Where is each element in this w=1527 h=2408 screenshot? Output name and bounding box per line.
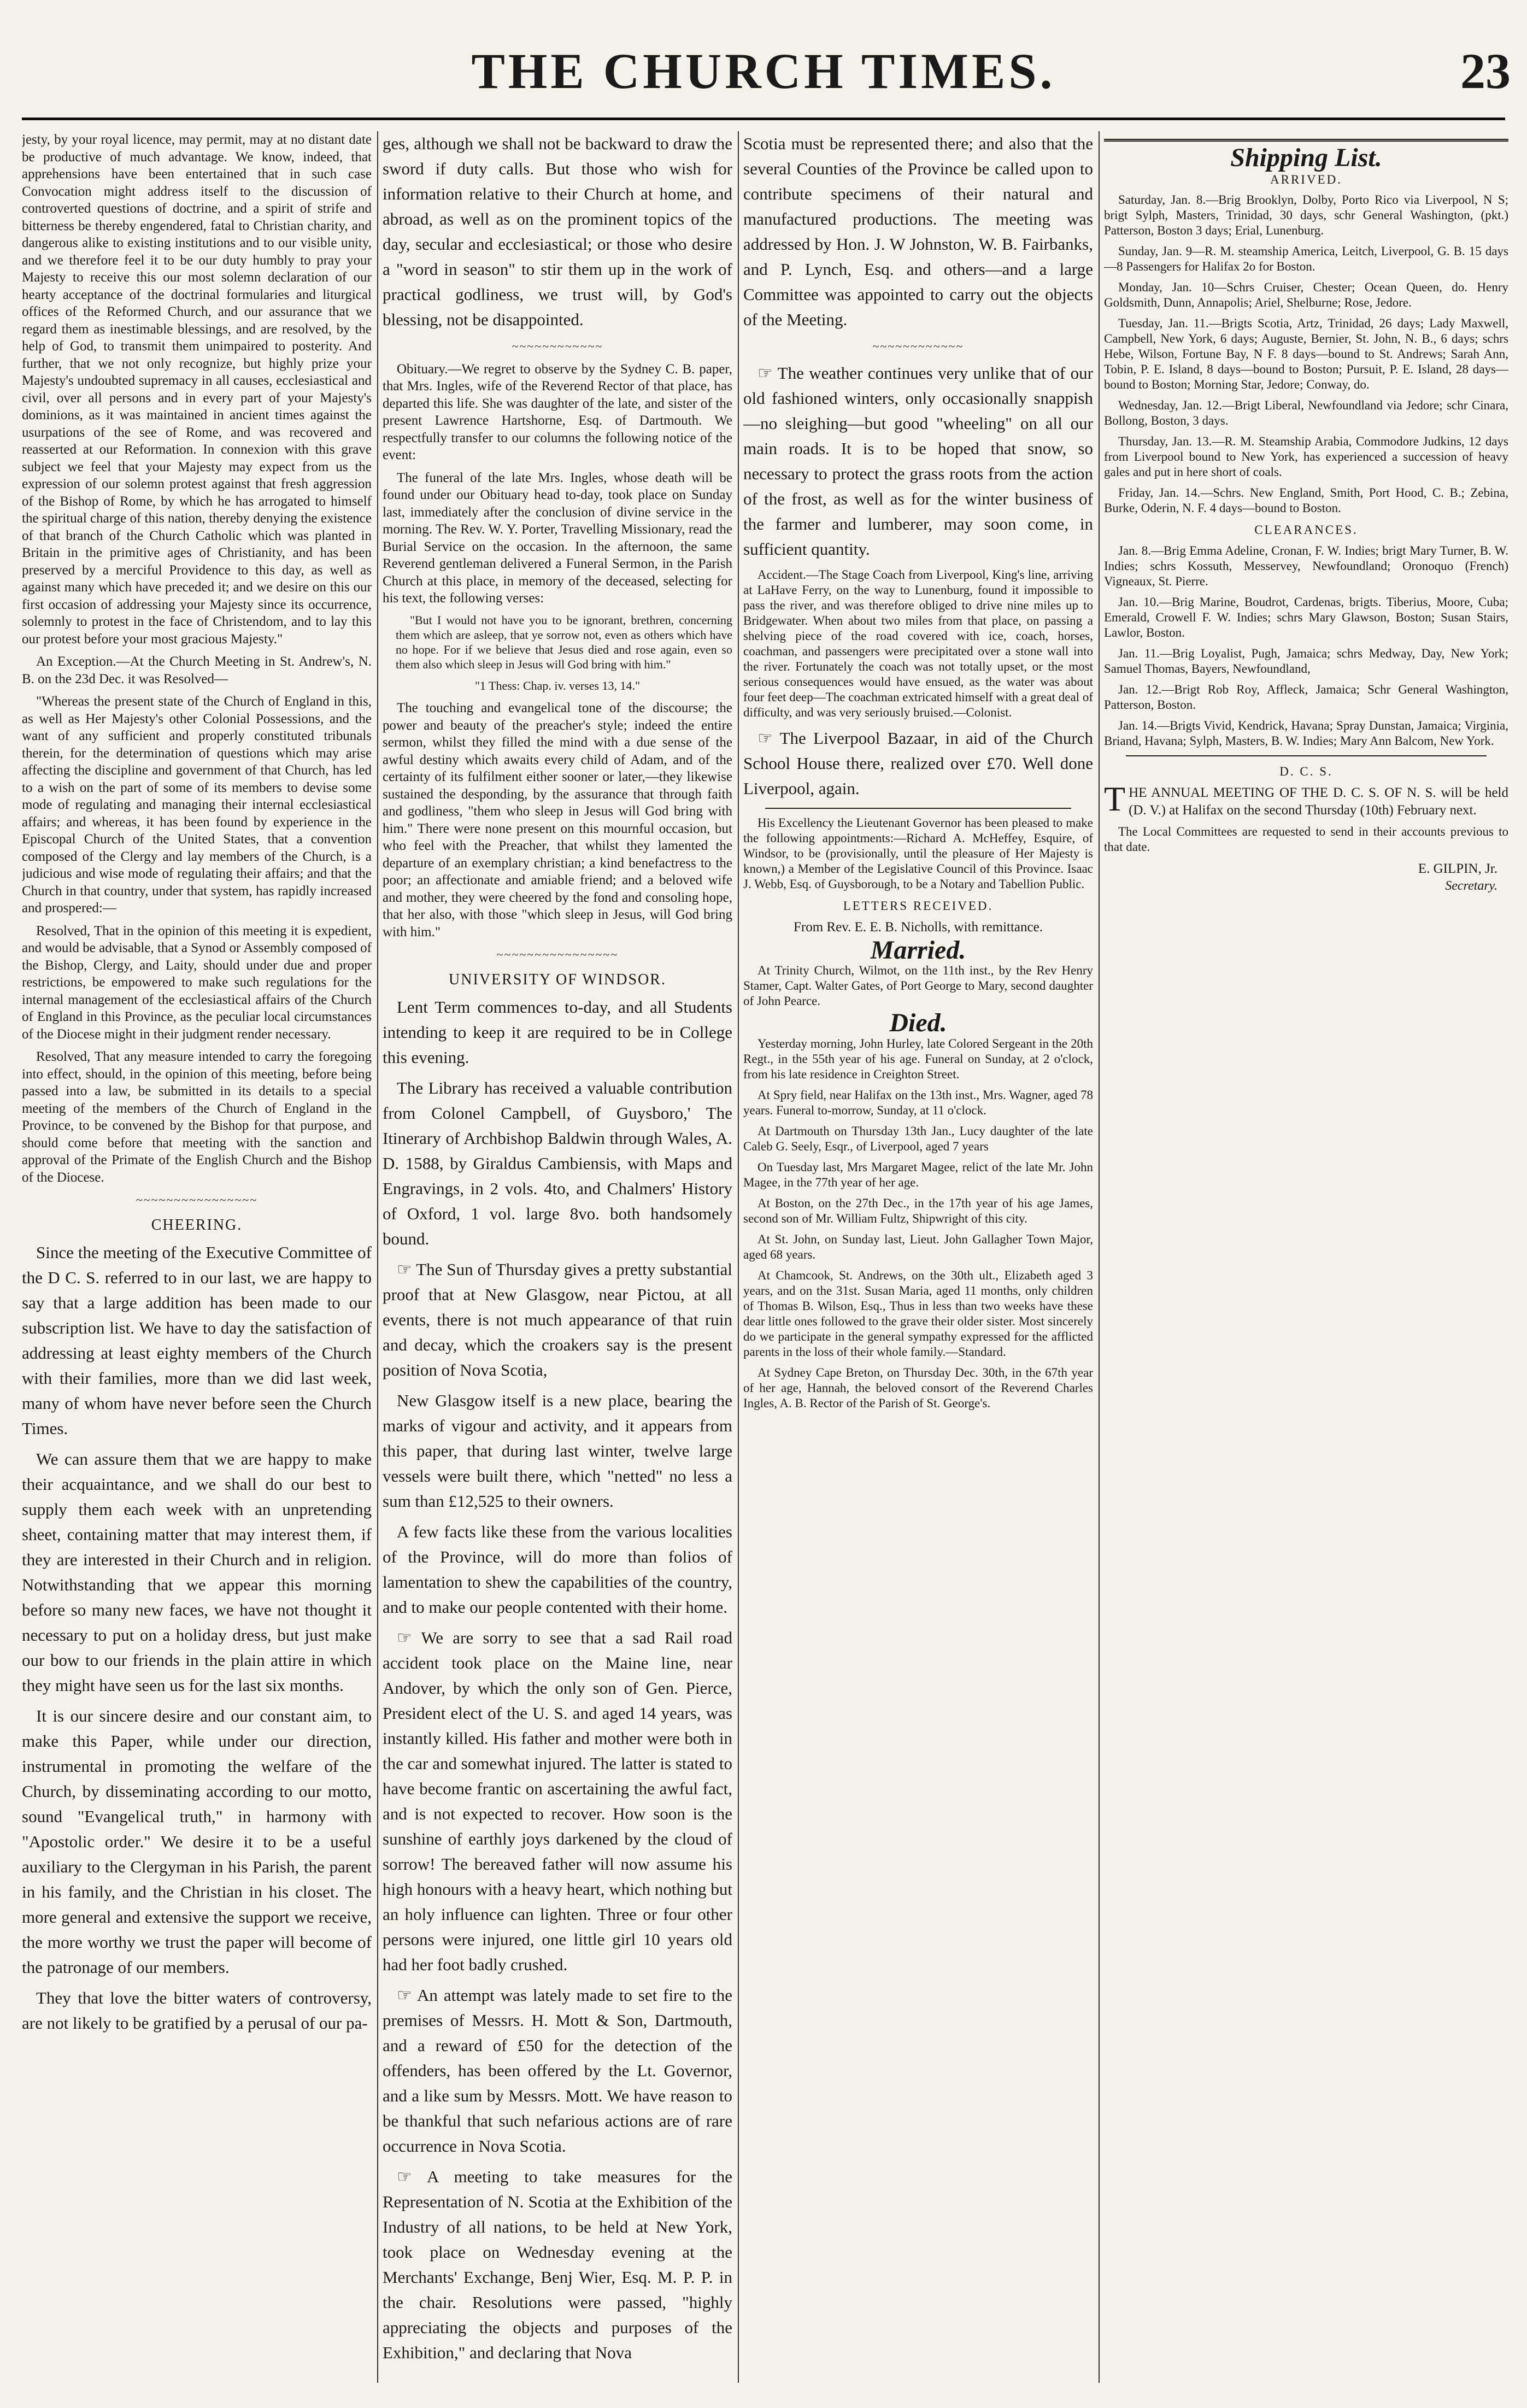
rule-divider: [1104, 139, 1508, 142]
married-heading: Married.: [870, 935, 966, 965]
section-heading: LETTERS RECEIVED.: [843, 898, 994, 913]
masthead: [0, 0, 1527, 142]
shipping-entry: Jan. 10.—Brig Marine, Boudrot, Cardenas, brigts. Tiberius, Moore, Cuba; Emerald, Crowell F. W. Indies; schrs Mary Glawson, Boston; Susan Stairs, Lawlor, Boston.: [1104, 595, 1508, 639]
shipping-list-heading: Shipping List.: [1230, 143, 1382, 172]
article-paragraph: The funeral of the late Mrs. Ingles, whose death will be found under our Obituary head to-day, took place on Sunday last, immediately after the conclusion of divine service in the morning. The Rev. W. Y. Porter, Travelling Missionary, read the Burial Service on the occasion. In the afternoon, the same Reverend gentleman delivered a Funeral Sermon, in the Parish Church at this place, in memory of the deceased, selecting for his text, the following verses:: [383, 470, 732, 606]
shipping-entry: Jan. 14.—Brigts Vivid, Kendrick, Havana; Spray Dunstan, Jamaica; Virginia, Briand, Havana; Sylph, Masters, B. W. Indies; Mary Ann Balcom, New York.: [1104, 718, 1508, 748]
shipping-entry: Jan. 12.—Brigt Rob Roy, Affleck, Jamaica; Schr General Washington, Patterson, Boston.: [1104, 682, 1508, 712]
article-paragraph: "Whereas the present state of the Church of England in this, as well as Her Majesty's other Colonial Possessions, and the want of any sufficient and properly constituted tribunals therein, for the determination of questions which may arise affecting the discipline and government of that Church, has led to a wish on the part of some of its members to devise some mode of regulating and managing their internal ecclesiastical affairs; and whereas, it has been found by experience in the Episcopal Church of the United States, that a convention composed of the Clergy and lay members of the Church, is a judicious and wise mode of regulating their affairs; and that the Church in that country, under that system, has rapidly increased and prospered:—: [22, 694, 372, 915]
notice-paragraph: At Sydney Cape Breton, on Thursday Dec. 30th, in the 67th year of her age, Hannah, the beloved consort of the Reverend Charles Ingles, A. B. Rector of the Parish of St. George's.: [743, 1365, 1093, 1410]
notice-paragraph: On Tuesday last, Mrs Margaret Magee, relict of the late Mr. John Magee, in the 77th year of her age.: [743, 1160, 1093, 1189]
notice-paragraph: At St. John, on Sunday last, Lieut. John Gallagher Town Major, aged 68 years.: [743, 1232, 1093, 1261]
article-paragraph: ☞ A meeting to take measures for the Representation of N. Scotia at the Exhibition of the Industry of all nations, to be held at New York, took place on Wednesday evening at the Merchants' Exchange, Benj Wier, Esq. M. P. P. in the chair. Resolutions were passed, "highly appreciating the objects and purposes of the Exhibition," and declaring that Nova: [383, 2167, 732, 2362]
article-paragraph: ☞ The Liverpool Bazaar, in aid of the Church School House there, realized over £70. Well done Liverpool, again.: [743, 728, 1093, 798]
notice-paragraph: At Boston, on the 27th Dec., in the 17th year of his age James, second son of Mr. William Fultz, Shipwright of this city.: [743, 1196, 1093, 1225]
article-paragraph: A few facts like these from the various localities of the Province, will do more than folios of lamentation to shew the capabilities of the country, and to make our people contented with their home.: [383, 1522, 732, 1617]
article-paragraph: Resolved, That in the opinion of this meeting it is expedient, and would be advisable, that a Synod or Assembly composed of the Bishop, Clergy, and Laity, should under due and proper restrictions, be empowered to make such regulations for the internal management of the ecclesiastical affairs of the Church of England in this Province, as the peculiar local circumstances of the Diocese might in their judgment render necessary.: [22, 923, 372, 1042]
article-paragraph: ☞ We are sorry to see that a sad Rail road accident took place on the Maine line, near Andover, by which the only son of Gen. Pierce, President elect of the U. S. and aged 14 years, was instantly killed. His father and mother were both in the car and somewhat injured. The latter is stated to have become frantic on ascertaining the awful fact, and is not expected to recover. How soon is the sunshine of earthly joys darkened by the cloud of sorrow! The bereaved father will now assume his high honours with a heavy heart, which nothing but an holy influence can lighten. Three or four other persons were injured, one little girl 10 years old had her foot badly crushed.: [383, 1628, 732, 1974]
column-rule: [377, 131, 378, 2383]
shipping-entry: Wednesday, Jan. 12.—Brigt Liberal, Newfoundland via Jedore; schr Cinara, Bollong, Boston, 3 days.: [1104, 398, 1508, 427]
masthead-rule: [22, 118, 1505, 120]
notice-paragraph: At Dartmouth on Thursday 13th Jan., Lucy daughter of the late Caleb G. Seely, Esqr., of Liverpool, aged 7 years: [743, 1124, 1093, 1153]
notice-paragraph: Yesterday morning, John Hurley, late Colored Sergeant in the 20th Regt., in the 55th year of his age. Funeral on Sunday, at 2 o'clock, from his late residence in Creighton Street.: [743, 1036, 1093, 1081]
masthead-title: THE CHURCH TIMES.: [471, 43, 1056, 99]
column-1: [22, 131, 372, 2383]
notice-paragraph: At Chamcook, St. Andrews, on the 30th ult., Elizabeth aged 3 years, and on the 31st. Susan Maria, aged 11 months, only children of Thomas B. Wilson, Esq., Thus in less than two weeks have these dear little ones followed to the grave their older sister. Most sincerely do we participate in the general sympathy expressed for the afflicted parents in the loss of their whole family.—Standard.: [743, 1268, 1093, 1359]
article-paragraph: New Glasgow itself is a new place, bearing the marks of vigour and activity, and it appears from this paper, that during last winter, twelve large vessels were built there, which "netted" no less a sum than £12,525 to their owners.: [383, 1391, 732, 1511]
section-heading: UNIVERSITY OF WINDSOR.: [449, 971, 666, 988]
arrived-heading: ARRIVED.: [1270, 172, 1342, 186]
ornament-divider: ~~~~~~~~~~~~~~~~: [136, 1193, 258, 1207]
signature-role: Secretary.: [1445, 878, 1497, 893]
shipping-entry: Sunday, Jan. 9—R. M. steamship America, Leitch, Liverpool, G. B. 15 days—8 Passengers for Halifax 2o for Boston.: [1104, 244, 1508, 273]
shipping-entry: Thursday, Jan. 13.—R. M. Steamship Arabia, Commodore Judkins, 12 days from Liverpool bound to New York, has experienced a succession of heavy gales and put in here short of coals.: [1104, 434, 1508, 479]
column-rule: [738, 131, 739, 2383]
article-paragraph: ☞ The weather continues very unlike that of our old fashioned winters, only occasionally snappish—no sleighing—but good "wheeling" on all our main roads. It is to be hoped that snow, so necessary to protect the grass roots from the action of the frost, as well as for the winter business of the farmer and lumberer, may soon come, in sufficient quantity.: [743, 363, 1093, 559]
article-paragraph: His Excellency the Lieutenant Governor has been pleased to make the following appointments:—Richard A. McHeffey, Esquire, of Windsor, to be (provisionally, until the pleasure of Her Majesty is known,) a Member of the Legislative Council of this Province. Isaac J. Webb, Esq. of Guysborough, to be a Notary and Tabellion Public.: [743, 815, 1093, 891]
article-paragraph: Since the meeting of the Executive Committee of the D C. S. referred to in our last, we are happy to say that a large addition has been made to our subscription list. We have to day the satisfaction of addressing at least eighty members of the Church with their families, more than we did last week, many of whom have never before seen the Church Times.: [22, 1243, 372, 1438]
shipping-entry: Jan. 11.—Brig Loyalist, Pugh, Jamaica; schrs Medway, Day, New York; Samuel Thomas, Bayers, Newfoundland,: [1104, 646, 1508, 676]
notice-paragraph: At Trinity Church, Wilmot, on the 11th inst., by the Rev Henry Stamer, Capt. Walter Gates, of Port George to Mary, second daughter of John Pearce.: [743, 964, 1093, 1008]
article-paragraph: Lent Term commences to-day, and all Students intending to keep it are required to be in College this evening.: [383, 997, 732, 1067]
article-paragraph: The touching and evangelical tone of the discourse; the power and beauty of the preacher's style; indeed the entire sermon, whilst they filled the mind with a due sense of the awful destiny which awaits every child of Adam, and of the certainty of its fulfilment either sooner or later,—they likewise sustained the desponding, by the assurance that through faith and godliness, "them who sleep in Jesus will God bring with him." There were none present on this mournful occasion, but who feel with the Preacher, that whilst they lamented the departure of an exemplary christian; a kind benefactress to the poor; an affectionate and amiable friend; and a beloved wife and mother, they were cheered by the fond and consoling hope, that her also, with those "which sleep in Jesus, will God bring with him.": [383, 701, 732, 939]
scripture-quote: "But I would not have you to be ignorant, brethren, concerning them which are asleep, that ye sorrow not, even as others which have no hope. For if we believe that Jesus died and rose again, even so them also which sleep in Jesus will God bring with him.": [396, 613, 732, 671]
scripture-citation: "1 Thess: Chap. iv. verses 13, 14.": [474, 678, 641, 692]
article-paragraph: jesty, by your royal licence, may permit, may at no distant date be productive of much advantage. We know, indeed, that apprehensions have been entertained that in such case Convocation might address itself to the discussion of controverted questions of doctrine, and a spirit of strife and bitterness be thereby engendered, fatal to Christian charity, and dangerous alike to existing institutions and to our visible unity, and we therefore feel it to be our duty humbly to pray your Majesty to receive this our most solemn declaration of our hearty acceptance of the doctrinal formularies and liturgical offices of the Reformed Church, and our assurance that we regard them as inestimable blessings, and are resolved, by the help of God, to transmit them unimpaired to posterity. And further, that we not only recognize, but highly prize your Majesty's undoubted supremacy in all causes, ecclesiastical and civil, over all persons and in every part of your Majesty's dominions, as it was maintained in ancient times against the usurpations of the see of Rome, and was recovered and reasserted at our Reformation. In connexion with this grave subject we feel that your Majesty may expect from us the expression of our solemn protest against that fresh aggression of the Bishop of Rome, by which he has arrogated to himself the spiritual charge of this nation, thereby denying the existence of that branch of the Church Catholic which was planted in Britain in the primitive ages of Christianity, and has been preserved by a merciful Providence to this day, as well as against many which have preceded it; and we desire on this our first occasion of addressing your Majesty since its occurrence, solemnly to protest in the face of Christendom, and to lay this our protest before your most gracious Majesty.": [22, 132, 372, 647]
letters-received: From Rev. E. E. B. Nicholls, with remittance.: [794, 920, 1043, 935]
article-paragraph: ges, although we shall not be backward to draw the sword if duty calls. But those who wish for information relative to their Church at home, and abroad, as well as on the prominent topics of the day, secular and ecclesiastical; or those who desire a "word in season" to stir them up in the work of practical godliness, we trust will, by God's blessing, not be disappointed.: [383, 134, 732, 329]
ornament-divider: ~~~~~~~~~~~~~~~~: [496, 948, 619, 961]
article-paragraph: The Library has received a valuable contribution from Colonel Campbell, of Guysboro,' The Itinerary of Archbishop Baldwin through Wales, A. D. 1588, by Giraldus Cambiensis, with Maps and Engravings, in 2 vols. 4to, and Chalmers' History of Oxford, 1 vol. large 8vo. both handsomely bound.: [383, 1078, 732, 1248]
column-2: [383, 131, 732, 2383]
column-rule: [1099, 131, 1100, 2383]
article-paragraph: Obituary.—We regret to observe by the Sydney C. B. paper, that Mrs. Ingles, wife of the Reverend Rector of that place, has departed this life. She was daughter of the late, and sister of the present Lawrence Hartshorne, Esq. of Dartmouth. We respectfully transfer to our columns the following notice of the event:: [383, 361, 732, 462]
dcs-notice: THE ANNUAL MEETING OF THE D. C. S. OF N. S. will be held (D. V.) at Halifax on the second Thursday (10th) February next.: [1104, 779, 1508, 818]
rule-divider: [765, 808, 1071, 809]
article-paragraph: Scotia must be represented there; and also that the several Counties of the Province be called upon to contribute specimens of their natural and manufactured productions. The meeting was addressed by Hon. J. W Johnston, W. B. Fairbanks, and P. Lynch, Esq. and others—and a large Committee was appointed to carry out the objects of the Meeting.: [743, 134, 1093, 329]
ornament-divider: ~~~~~~~~~~~~: [512, 339, 603, 353]
shipping-entry: Tuesday, Jan. 11.—Brigts Scotia, Artz, Trinidad, 26 days; Lady Maxwell, Campbell, New York, 6 days; Auguste, Bernier, St. John, N. B., 6 days; schrs Hebe, Wilson, Fortune Bay, N F. 8 days—bound to St. Andrews; Sarah Ann, Tobin, P. E. Island, 8 days—bound to Boston; Pursuit, P. E. Island, 28 days—bound to Boston; Morning Star, Jedore; Conway, do.: [1104, 316, 1508, 391]
article-paragraph: Resolved, That any measure intended to carry the foregoing into effect, should, in the opinion of this meeting, before being passed into a law, be submitted in its details to a special meeting of the members of the Church of England in the Province, to be convened by the Bishop for that purpose, and should come before that meeting with the sanction and approval of the Primate of the English Church and the Bishop of the Diocese.: [22, 1049, 372, 1185]
article-paragraph: Accident.—The Stage Coach from Liverpool, King's line, arriving at LaHave Ferry, on the way to Lunenburg, found it impossible to pass the river, and was therefore obliged to drive nine miles up to Bridgewater. When about two miles from that place, on passing a shelving piece of the road covered with ice, coach, horses, coachman, and passengers were precipitated over a stone wall into the river. Fortunately the coach was not totally upset, or the most serious consequences would have ensued, as the water was about four feet deep—The coachman extricated himself with a great deal of difficulty, and was very seriously bruised.—Colonist.: [743, 567, 1093, 719]
shipping-entry: Jan. 8.—Brig Emma Adeline, Cronan, F. W. Indies; brigt Mary Turner, B. W. Indies; schrs Kossuth, Messervey, Newfoundland; Oronoquo (French) Vigneaux, St. Pierre.: [1104, 543, 1508, 588]
page-number: 23: [1460, 43, 1511, 99]
article-paragraph: An Exception.—At the Church Meeting in St. Andrew's, N. B. on the 23d Dec. it was Resolved—: [22, 654, 372, 686]
shipping-entry: Monday, Jan. 10—Schrs Cruiser, Chester; Ocean Queen, do. Henry Goldsmith, Dunn, Annapolis; Ariel, Shelburne; Rose, Jedore.: [1104, 280, 1508, 309]
rule-divider: [1126, 755, 1487, 756]
column-4: [1104, 131, 1508, 2383]
clearances-heading: CLEARANCES.: [1254, 523, 1358, 537]
notice-paragraph: At Spry field, near Halifax on the 13th inst., Mrs. Wagner, aged 78 years. Funeral to-morrow, Sunday, at 11 o'clock.: [743, 1088, 1093, 1117]
ornament-divider: ~~~~~~~~~~~~: [872, 339, 964, 353]
signature-name: E. GILPIN, Jr.: [1418, 861, 1497, 876]
dcs-heading: D. C. S.: [1279, 764, 1333, 778]
column-3: [743, 131, 1093, 2383]
died-heading: Died.: [889, 1008, 947, 1037]
shipping-entry: Friday, Jan. 14.—Schrs. New England, Smith, Port Hood, C. B.; Zebina, Burke, Oderin, N. F. 4 days—bound to Boston.: [1104, 486, 1508, 515]
article-paragraph: ☞ The Sun of Thursday gives a pretty substantial proof that at New Glasgow, near Pictou, at all events, there is not much appearance of that ruin and decay, which the croakers say is the present position of Nova Scotia,: [383, 1260, 732, 1379]
dcs-notice: The Local Committees are requested to send in their accounts previous to that date.: [1104, 825, 1508, 854]
article-paragraph: We can assure them that we are happy to make their acquaintance, and we shall do our best to supply them each week with an unpretending sheet, containing matter that may interest them, if they are interested in their Church and in religion. Notwithstanding that we appear this morning before so many new faces, we have not thought it necessary to put on a holiday dress, but just make our bow to our friends in the plain attire in which they might have seen us for the last six months.: [22, 1449, 372, 1695]
article-paragraph: ☞ An attempt was lately made to set fire to the premises of Messrs. H. Mott & Son, Dartmouth, and a reward of £50 for the detection of the offenders, has been offered by the Lt. Governor, and a like sum by Messrs. Mott. We have reason to be thankful that such nefarious actions are of rare occurrence in Nova Scotia.: [383, 1986, 732, 2156]
article-paragraph: They that love the bitter waters of controversy, are not likely to be gratified by a perusal of our pa-: [22, 1988, 372, 2033]
shipping-entry: Saturday, Jan. 8.—Brig Brooklyn, Dolby, Porto Rico via Liverpool, N S; brigt Sylph, Masters, Trinidad, 30 days, schr General Washington, (pkt.) Patterson, Boston 3 days; Erial, Lunenburg.: [1104, 193, 1508, 237]
article-paragraph: It is our sincere desire and our constant aim, to make this Paper, while under our direction, instrumental in promoting the welfare of the Church, by disseminating according to our motto, sound "Evangelical truth," in harmony with "Apostolic order." We desire it to be a useful auxiliary to the Clergyman in his Parish, the parent in his family, and the Christian in his closet. The more general and extensive the support we receive, the more worthy we trust the paper will become of the patronage of our members.: [22, 1706, 372, 1977]
section-heading: CHEERING.: [151, 1216, 243, 1234]
